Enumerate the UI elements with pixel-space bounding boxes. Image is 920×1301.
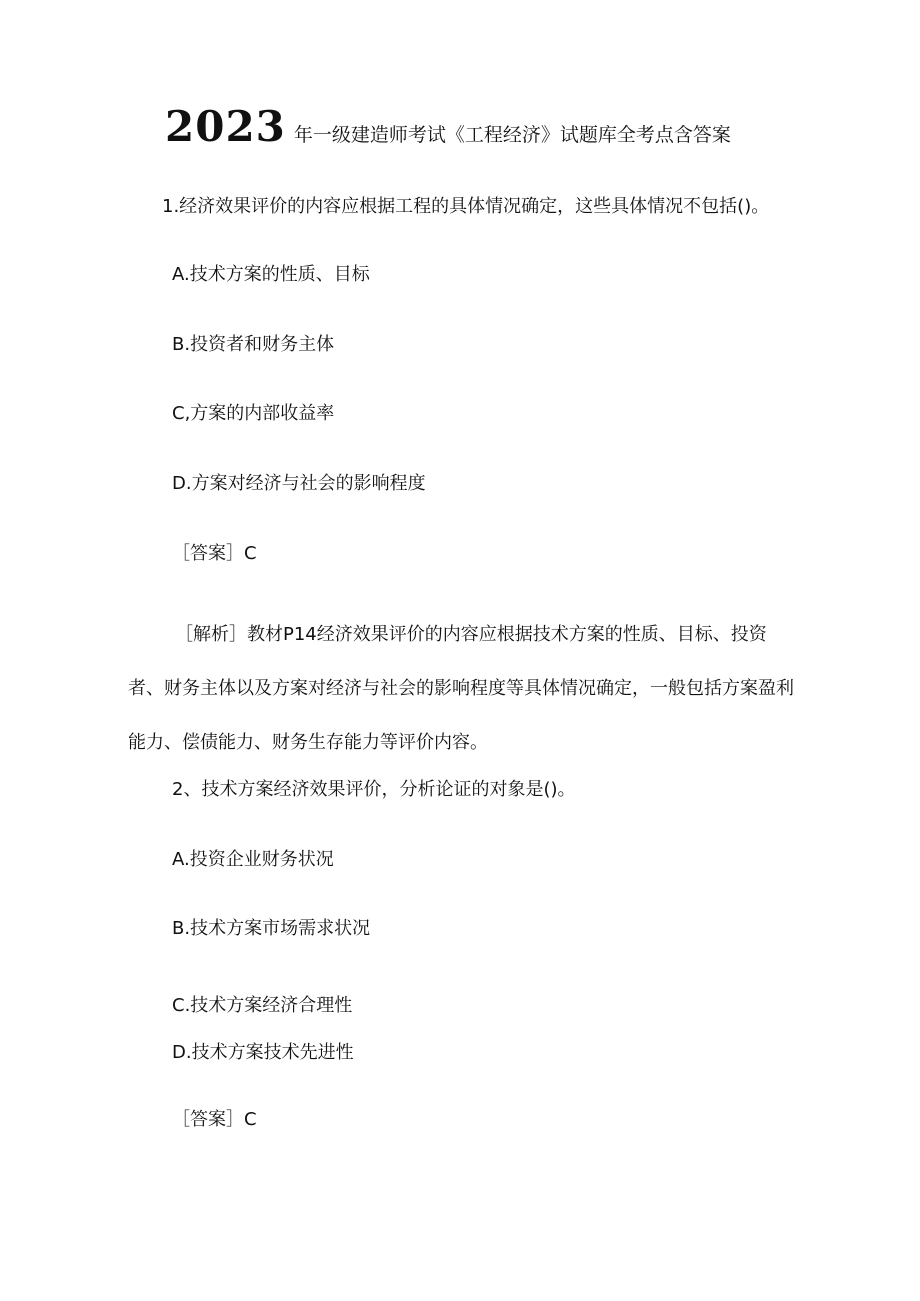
question-1-text: 1.经济效果评价的内容应根据工程的具体情况确定，这些具体情况不包括()。 xyxy=(162,196,770,217)
question-1-option-a: A.技术方案的性质、目标 xyxy=(172,264,370,285)
question-2-answer: ［答案］C xyxy=(172,1109,257,1130)
question-1-option-d: D.方案对经济与社会的影响程度 xyxy=(172,473,426,494)
question-2-option-c: C.技术方案经济合理性 xyxy=(172,995,353,1016)
question-2-option-d: D.技术方案技术先进性 xyxy=(172,1042,354,1063)
title-year: 2023 xyxy=(165,102,286,151)
question-1-option-c: C,方案的内部收益率 xyxy=(172,403,335,424)
question-1-option-b: B.投资者和财务主体 xyxy=(172,334,335,355)
question-2-option-b: B.技术方案市场需求状况 xyxy=(172,918,371,939)
question-2-text: 2、技术方案经济效果评价，分析论证的对象是()。 xyxy=(172,779,576,800)
question-1-analysis-text: ［解析］教材P14经济效果评价的内容应根据技术方案的性质、目标、投资者、财务主体以及方案对经济与社会的影响程度等具体情况确定，一般包括方案盈利能力、偿债能力、财务生存能力等评价内容。 xyxy=(128,624,794,753)
title-text: 年一级建造师考试《工程经济》试题库全考点含答案 xyxy=(293,124,731,146)
question-2-option-a: A.投资企业财务状况 xyxy=(172,849,334,870)
question-1-analysis xyxy=(128,608,800,770)
question-1-answer: ［答案］C xyxy=(172,543,257,564)
document-title xyxy=(165,102,805,151)
